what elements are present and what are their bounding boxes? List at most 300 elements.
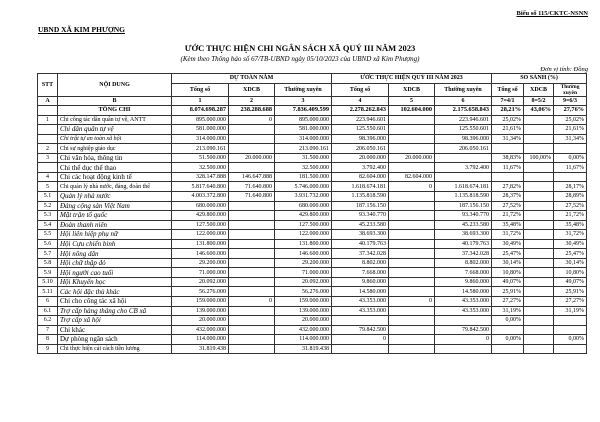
row-stt: 5.11 [38,287,58,297]
table-row [38,163,587,173]
row-value: 114.000.000 [172,335,229,345]
row-value: 31.500.000 [275,153,332,163]
row-value: 187.156.150 [332,201,389,211]
row-value: 29.200.000 [172,258,229,268]
row-value [524,211,554,221]
row-content: Chi công tác dân quân tự vệ, ANTT [58,115,172,125]
row-value: 2.278.262.843 [332,106,389,116]
row-value: 31.819.438 [275,344,332,354]
row-value [332,344,389,354]
row-value: 28,17% [554,182,587,192]
column-number: 1 [172,96,229,106]
row-content: Hội Cựu chiến binh [58,239,172,249]
table-row [38,316,587,326]
row-stt [38,134,58,144]
row-value: 49,07% [492,277,524,287]
row-stt: 6.1 [38,306,58,316]
header-total-1: Tổng số [172,83,229,96]
header-stt: STT [38,74,58,97]
row-value: 21,61% [492,125,524,135]
row-value [554,144,587,154]
row-value [524,144,554,154]
row-value: 98.396.000 [435,134,492,144]
row-content: Hội nông dân [58,249,172,259]
row-stt: 5 [38,182,58,192]
row-stt: 9 [38,344,58,354]
row-value: 11,67% [554,163,587,173]
row-content: Chi thể dục thể thao [58,163,172,173]
row-value: 3.931.732.000 [275,192,332,202]
row-value: 139.000.000 [172,306,229,316]
row-value [435,153,492,163]
row-value: 181.500.000 [275,172,332,182]
row-value [229,201,275,211]
row-value: 20.092.000 [275,277,332,287]
row-value: 102.604.000 [389,106,435,116]
row-value: 213.090.161 [275,144,332,154]
row-value [524,134,554,144]
row-value [492,144,524,154]
row-value: 3.792.400 [435,163,492,173]
row-stt [38,125,58,135]
row-value: 159.000.000 [275,297,332,307]
table-row [38,287,587,297]
column-number: 8=5/2 [524,96,554,106]
row-value: 49,07% [554,277,587,287]
header-comparison: SO SÁNH (%) [492,74,587,84]
row-value [229,287,275,297]
row-value: 0,00% [492,335,524,345]
row-content: TỔNG CHI [58,106,172,116]
row-value: 3.792.400 [332,163,389,173]
row-value [332,316,389,326]
row-value: 114.000.000 [275,335,332,345]
row-value [524,335,554,345]
row-value: 125.550.601 [332,125,389,135]
header-total-2: Tổng số [332,83,389,96]
row-value [389,325,435,335]
row-content: Chi quản lý nhà nước, đảng, đoàn thể [58,182,172,192]
column-number: 4 [332,96,389,106]
row-value: 1.135.818.590 [332,192,389,202]
row-value [229,239,275,249]
table-row [38,335,587,345]
row-value: 206.050.161 [332,144,389,154]
row-content: Chi thực hiện cải cách tiền lương [58,344,172,354]
row-content: Chi văn hóa, thông tin [58,153,172,163]
row-stt: 6.2 [38,316,58,326]
row-value: 0 [229,297,275,307]
column-number: 9=6/3 [554,96,587,106]
column-number: B [58,96,172,106]
row-value: 8.802.000 [332,258,389,268]
row-value: 187.156.150 [435,201,492,211]
row-value: 31,34% [492,134,524,144]
row-stt: 8 [38,335,58,345]
row-value: 8.074.698.287 [172,106,229,116]
row-value [389,201,435,211]
column-number: 6 [435,96,492,106]
row-value [492,344,524,354]
row-value [492,172,524,182]
row-value [524,258,554,268]
row-stt: 3 [38,153,58,163]
row-value: 27,27% [492,297,524,307]
row-stt: 5.8 [38,258,58,268]
row-value: 93.340.770 [332,211,389,221]
row-value: 79.842.500 [332,325,389,335]
row-value: 146.647.888 [229,172,275,182]
row-value: 20.000.000 [229,153,275,163]
row-value: 30,14% [492,258,524,268]
row-value [389,277,435,287]
row-value: 7.836.409.599 [275,106,332,116]
row-value [492,325,524,335]
organization-name: UBND XÃ KIM PHƯỢNG [38,25,126,34]
row-value [554,316,587,326]
row-value: 432.000.000 [275,325,332,335]
header-xdcb-3: XDCB [524,83,554,96]
row-content: Chi cho công tác xã hội [58,297,172,307]
table-row [38,153,587,163]
row-value: 328.147.888 [172,172,229,182]
row-value [229,277,275,287]
row-value: 25,47% [492,249,524,259]
row-value: 895.000.000 [275,115,332,125]
row-value: 5.817.640.800 [172,182,229,192]
row-value [389,287,435,297]
row-stt: 5.6 [38,239,58,249]
row-value: 31,19% [554,306,587,316]
row-value: 7.668.000 [332,268,389,278]
row-value: 28,37% [492,192,524,202]
row-value: 429.800.000 [275,211,332,221]
row-value [524,344,554,354]
row-value [229,230,275,240]
row-value: 0 [229,115,275,125]
row-stt: 6 [38,297,58,307]
row-value: 43.353.000 [435,297,492,307]
row-content: Chi các hoạt động kinh tế [58,172,172,182]
row-value: 37.342.028 [332,249,389,259]
row-value [229,249,275,259]
row-stt: 4 [38,172,58,182]
table-row [38,344,587,354]
row-value: 125.550.601 [435,125,492,135]
table-row [38,258,587,268]
row-value [389,249,435,259]
row-value: 122.000.000 [275,230,332,240]
row-value: 314.000.000 [172,134,229,144]
row-value: 45.233.580 [435,220,492,230]
row-value [524,220,554,230]
row-value: 206.050.161 [435,144,492,154]
row-value: 43.353.000 [435,306,492,316]
header-q3-estimate: ƯỚC THỰC HIỆN QUÝ III NĂM 2023 [332,74,492,84]
row-value: 20.000.000 [389,153,435,163]
row-value: 31,19% [492,306,524,316]
table-row [38,192,587,202]
row-value: 139.000.000 [275,306,332,316]
row-value [524,125,554,135]
row-stt: 5.3 [38,211,58,221]
row-value [524,182,554,192]
row-value: 45.233.580 [332,220,389,230]
row-value [389,211,435,221]
table-row [38,115,587,125]
row-value: 9.860.000 [332,277,389,287]
row-value: 21,72% [492,211,524,221]
row-value: 31.819.438 [172,344,229,354]
row-value: 56.276.000 [172,287,229,297]
row-value: 1.618.674.181 [332,182,389,192]
table-row [38,172,587,182]
row-value: 71.640.800 [229,192,275,202]
row-value: 37.342.028 [435,249,492,259]
row-value [389,306,435,316]
table-row [38,306,587,316]
header-regular-3: Thường xuyên [554,83,587,96]
row-value [389,230,435,240]
table-row [38,134,587,144]
row-value [554,325,587,335]
row-value: 0,00% [554,335,587,345]
row-content: Dự phòng ngân sách [58,335,172,345]
table-row [38,211,587,221]
row-value: 27,52% [492,201,524,211]
row-value [229,211,275,221]
table-row [38,144,587,154]
row-value: 5.746.000.000 [275,182,332,192]
row-value [524,306,554,316]
row-content: Đoàn thanh niên [58,220,172,230]
row-value: 238.288.688 [229,106,275,116]
row-value: 14.580.000 [332,287,389,297]
row-value: 32.500.000 [172,163,229,173]
row-content: Hội người cao tuổi [58,268,172,278]
row-value: 82.604.000 [332,172,389,182]
row-value: 581.000.000 [172,125,229,135]
row-value [229,306,275,316]
row-content: Chi trật tự an toàn xã hội [58,134,172,144]
row-value: 31,34% [554,134,587,144]
row-value: 79.842.500 [435,325,492,335]
table-row [38,230,587,240]
row-value: 680.000.000 [172,201,229,211]
row-value: 38.693.300 [332,230,389,240]
row-value: 43.353.000 [332,306,389,316]
row-content: Các hội đặc thù khác [58,287,172,297]
table-row [38,239,587,249]
row-stt: 5.4 [38,220,58,230]
row-value: 71.000.000 [172,268,229,278]
row-value: 27,27% [554,297,587,307]
row-value [524,239,554,249]
row-value: 0,00% [554,153,587,163]
row-value: 30,49% [554,239,587,249]
row-value [389,144,435,154]
row-value [435,172,492,182]
row-value: 10,80% [492,268,524,278]
row-value [389,268,435,278]
row-value: 21,61% [554,125,587,135]
row-value: 29.200.000 [275,258,332,268]
row-content: Hội liên hiệp phụ nữ [58,230,172,240]
row-value: 0 [332,335,389,345]
row-value: 8.802.000 [435,258,492,268]
row-value: 35,48% [554,220,587,230]
row-value: 2.175.658.843 [435,106,492,116]
row-stt: 5.5 [38,230,58,240]
row-content: Chi sự nghiệp giáo dục [58,144,172,154]
row-stt [38,163,58,173]
row-value: 680.000.000 [275,201,332,211]
row-value: 223.946.601 [435,115,492,125]
row-stt: 5.9 [38,268,58,278]
row-value [229,335,275,345]
row-value: 98.396.000 [332,134,389,144]
row-value: 30,49% [492,239,524,249]
row-stt [38,106,58,116]
row-value: 35,48% [492,220,524,230]
row-value: 1.135.818.590 [435,192,492,202]
row-value [524,230,554,240]
row-value: 14.580.000 [435,287,492,297]
row-value [524,277,554,287]
row-value [524,115,554,125]
row-content: Trợ cấp hàng tháng cho CB xã [58,306,172,316]
row-value: 223.946.601 [332,115,389,125]
row-content: Chi khác [58,325,172,335]
row-value: 31,72% [554,230,587,240]
row-stt: 2 [38,144,58,154]
table-row [38,201,587,211]
row-value: 10,80% [554,268,587,278]
header-annual-estimate: DỰ TOÁN NĂM [172,74,332,84]
row-value [389,115,435,125]
row-value: 581.000.000 [275,125,332,135]
row-content: Hội chữ thập đỏ [58,258,172,268]
row-value [554,172,587,182]
row-value: 314.000.000 [275,134,332,144]
row-value: 71.640.800 [229,182,275,192]
row-value: 82.604.000 [389,172,435,182]
row-value [389,220,435,230]
form-code: Biểu số 115/CKTC-NSNN [516,10,588,17]
row-value [229,220,275,230]
budget-table [37,73,587,354]
row-value [229,134,275,144]
row-value [389,344,435,354]
row-value: 51.500.000 [172,153,229,163]
row-value [229,316,275,326]
row-value [229,344,275,354]
row-value: 25,47% [554,249,587,259]
row-value: 31,72% [492,230,524,240]
column-number: 7=4/1 [492,96,524,106]
row-value [229,258,275,268]
row-value [389,192,435,202]
row-stt: 5.2 [38,201,58,211]
document-title: ƯỚC THỰC HIỆN CHI NGÂN SÁCH XÃ QUÝ III NĂM 2023 [184,43,416,53]
row-value [389,125,435,135]
row-stt: 7 [38,325,58,335]
row-content: Chi dân quân tự vệ [58,125,172,135]
row-value: 21,72% [554,211,587,221]
row-value: 429.800.000 [172,211,229,221]
row-value: 25,91% [554,287,587,297]
row-value: 20.000.000 [172,316,229,326]
row-value: 40.179.763 [332,239,389,249]
currency-unit: Đơn vị tính: Đồng [540,66,588,73]
row-value: 127.500.000 [172,220,229,230]
row-value: 0 [435,335,492,345]
row-value: 32.500.000 [275,163,332,173]
row-value: 28,89% [554,192,587,202]
row-value: 25,91% [492,287,524,297]
row-value [229,163,275,173]
row-value [389,134,435,144]
table-row [38,220,587,230]
table-row [38,125,587,135]
row-value: 28,21% [492,106,524,116]
row-value: 30,14% [554,258,587,268]
row-value [229,325,275,335]
row-value: 127.500.000 [275,220,332,230]
row-value: 131.800.000 [172,239,229,249]
row-stt: 5.7 [38,249,58,259]
row-value: 0 [389,182,435,192]
row-value [524,192,554,202]
document-subtitle: (Kèm theo Thông báo số 67/TB-UBND ngày 05/10/2023 của UBND xã Kim Phượng) [180,55,420,63]
row-value [389,335,435,345]
table-row [38,325,587,335]
row-value: 146.600.000 [275,249,332,259]
row-value: 122.000.000 [172,230,229,240]
row-value [389,239,435,249]
row-value: 1.618.674.181 [435,182,492,192]
row-value: 432.000.000 [172,325,229,335]
header-total-3: Tổng số [492,83,524,96]
row-value [435,344,492,354]
row-value [524,325,554,335]
row-value [524,316,554,326]
row-value [554,344,587,354]
header-content: NỘI DUNG [58,74,172,97]
row-value [435,316,492,326]
row-value [229,268,275,278]
header-xdcb-1: XDCB [229,83,275,96]
row-stt: 1 [38,115,58,125]
row-value: 131.800.000 [275,239,332,249]
row-stt: 5.1 [38,192,58,202]
row-value [524,172,554,182]
row-value: 100,00% [524,153,554,163]
table-row [38,268,587,278]
row-value [229,125,275,135]
header-regular-2: Thường xuyên [435,83,492,96]
row-value: 38,83% [492,153,524,163]
row-value: 20.000.000 [332,153,389,163]
row-stt: 5.10 [38,277,58,287]
header-xdcb-2: XDCB [389,83,435,96]
row-value: 43.353.000 [332,297,389,307]
row-content: Quản lý nhà nước [58,192,172,202]
row-content: Hội Khuyến học [58,277,172,287]
row-value [524,249,554,259]
table-row [38,182,587,192]
row-value [524,287,554,297]
